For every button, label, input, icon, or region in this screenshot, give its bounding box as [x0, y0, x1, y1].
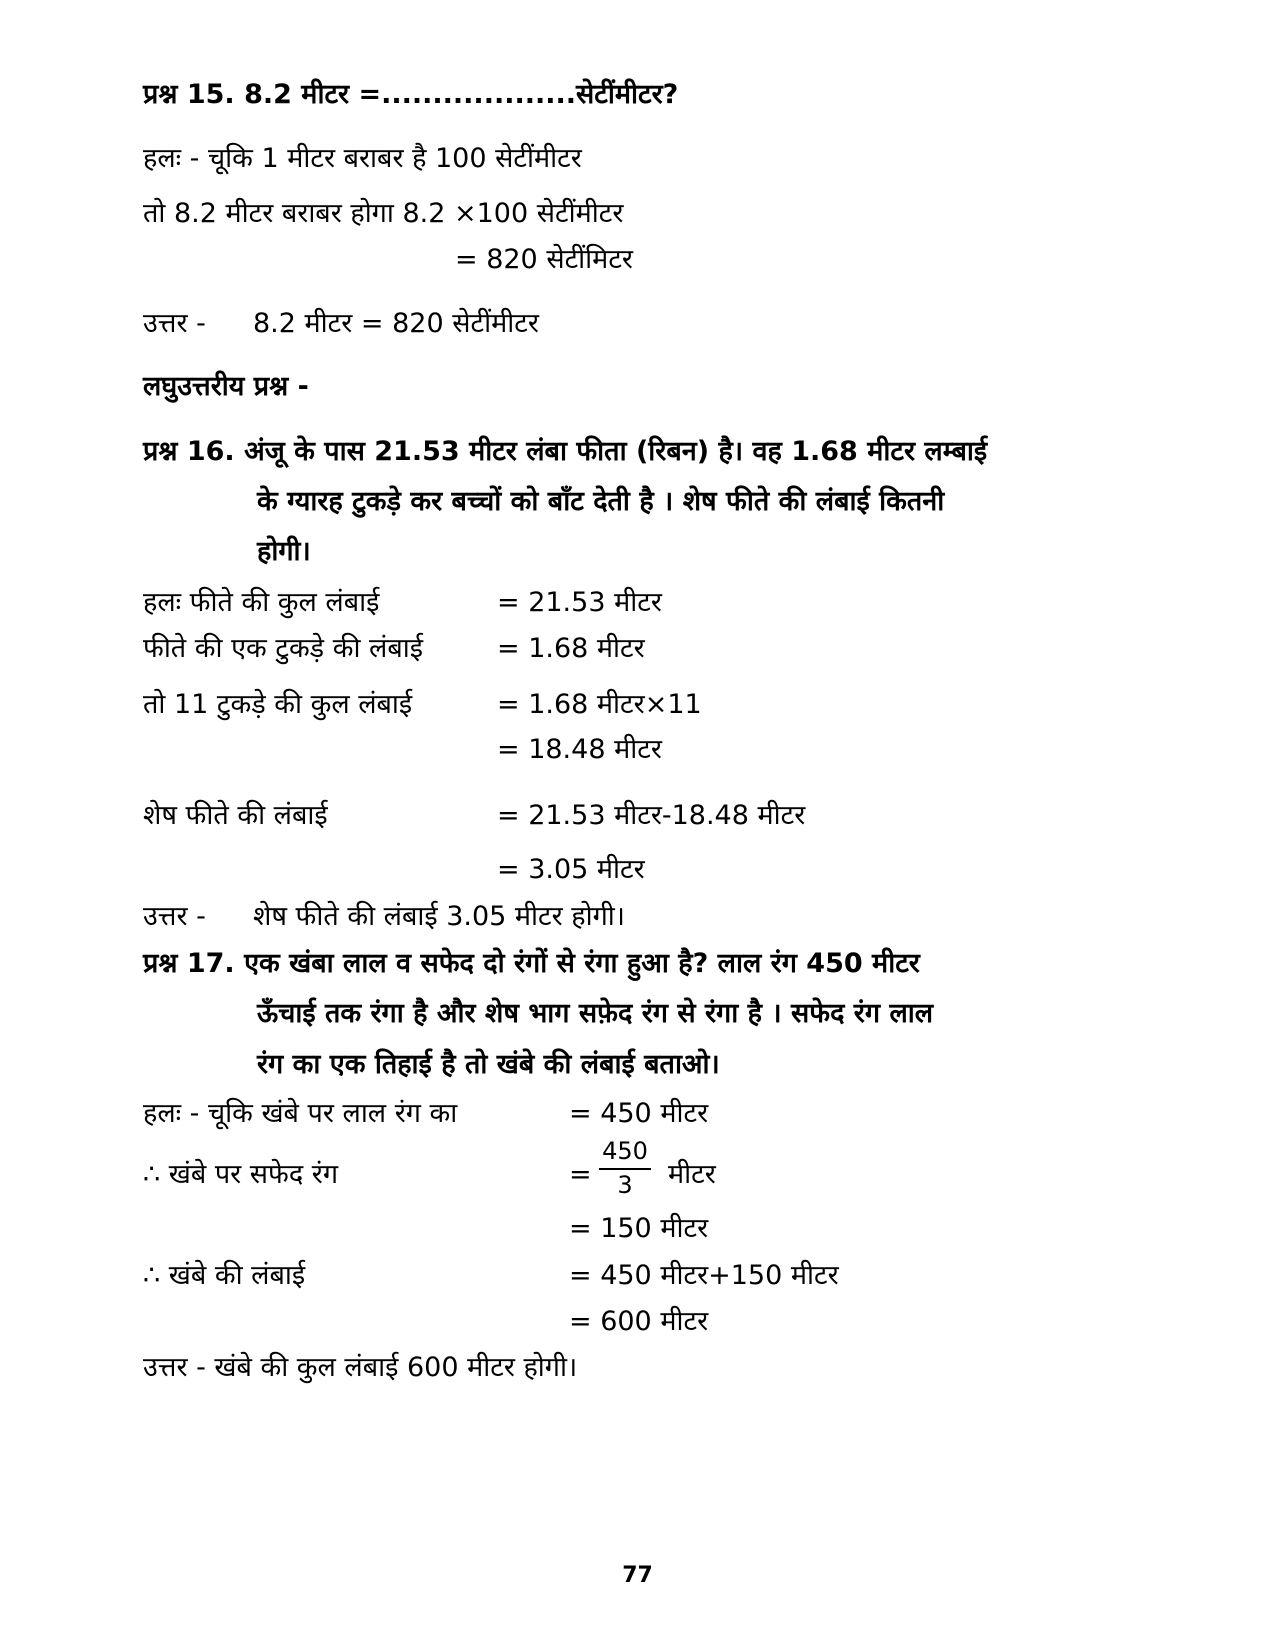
q17-answer: उत्तर - खंबे की कुल लंबाई 600 मीटर होगी।	[143, 1352, 578, 1383]
q17-title-line-3: रंग का एक तिहाई है तो खंबे की लंबाई बताओ।	[257, 1049, 720, 1080]
q15-solution-line-2: तो 8.2 मीटर बराबर होगा 8.2 ×100 सेटींमीटर	[143, 198, 624, 229]
q17-row4-value: = 450 मीटर+150 मीटर	[569, 1260, 839, 1291]
q16-row-value: = 21.53 मीटर-18.48 मीटर	[497, 800, 806, 831]
q16-answer: शेष फीते की लंबाई 3.05 मीटर होगी।	[253, 901, 626, 932]
section-heading: लघुउत्तरीय प्रश्न -	[143, 371, 309, 402]
q16-row-value: = 3.05 मीटर	[497, 854, 645, 885]
q17-row2-equals: =	[569, 1159, 592, 1190]
q16-row-label: फीते की एक टुकड़े की लंबाई	[143, 633, 423, 664]
q16-row-label: तो 11 टुकड़े की कुल लंबाई	[143, 689, 413, 720]
q16-title-line-3: होगी।	[257, 536, 311, 567]
q17-row2-label: ∴ खंबे पर सफेद रंग	[143, 1159, 339, 1190]
q16-row-label: हलः फीते की कुल लंबाई	[143, 587, 380, 618]
page-number: 77	[622, 1563, 653, 1588]
q17-row5-value: = 600 मीटर	[569, 1306, 709, 1337]
q16-title-line-2: के ग्यारह टुकड़े कर बच्चों को बाँट देती है । शेष फीते की लंबाई कितनी	[257, 486, 945, 517]
q16-row-value: = 21.53 मीटर	[497, 587, 662, 618]
q15-solution-line-3: = 820 सेटींमिटर	[455, 244, 633, 275]
q15-title: प्रश्न 15. 8.2 मीटर =...................सेटींमीटर?	[143, 79, 679, 110]
fraction-denominator: 3	[617, 1171, 633, 1199]
q16-title-line-1: प्रश्न 16. अंजू के पास 21.53 मीटर लंबा फीता (रिबन) है। वह 1.68 मीटर लम्बाई	[143, 436, 988, 467]
q17-fraction	[599, 1138, 651, 1198]
q17-title-line-1: प्रश्न 17. एक खंबा लाल व सफेद दो रंगों से रंगा हुआ है? लाल रंग 450 मीटर	[143, 948, 920, 979]
q16-row-value: = 18.48 मीटर	[497, 734, 662, 765]
q15-answer: 8.2 मीटर = 820 सेटींमीटर	[253, 308, 539, 339]
q16-row-label: शेष फीते की लंबाई	[143, 800, 328, 831]
q15-solution-line-1: हलः - चूकि 1 मीटर बराबर है 100 सेटींमीटर	[143, 143, 582, 174]
q15-answer-label: उत्तर -	[143, 308, 206, 339]
q17-row3-value: = 150 मीटर	[569, 1213, 709, 1244]
q17-row1-value: = 450 मीटर	[569, 1098, 709, 1129]
fraction-bar	[599, 1168, 651, 1170]
q17-row1-label: हलः - चूकि खंबे पर लाल रंग का	[143, 1098, 458, 1129]
q17-row2-unit: मीटर	[668, 1159, 716, 1190]
fraction-numerator: 450	[602, 1137, 648, 1165]
q16-row-value: = 1.68 मीटर	[497, 633, 645, 664]
q17-row4-label: ∴ खंबे की लंबाई	[143, 1260, 306, 1291]
q17-title-line-2: ऊँचाई तक रंगा है और शेष भाग सफ़ेद रंग से रंगा है । सफेद रंग लाल	[257, 998, 934, 1029]
q16-row-value: = 1.68 मीटर×11	[497, 689, 702, 720]
q16-answer-label: उत्तर -	[143, 901, 206, 932]
